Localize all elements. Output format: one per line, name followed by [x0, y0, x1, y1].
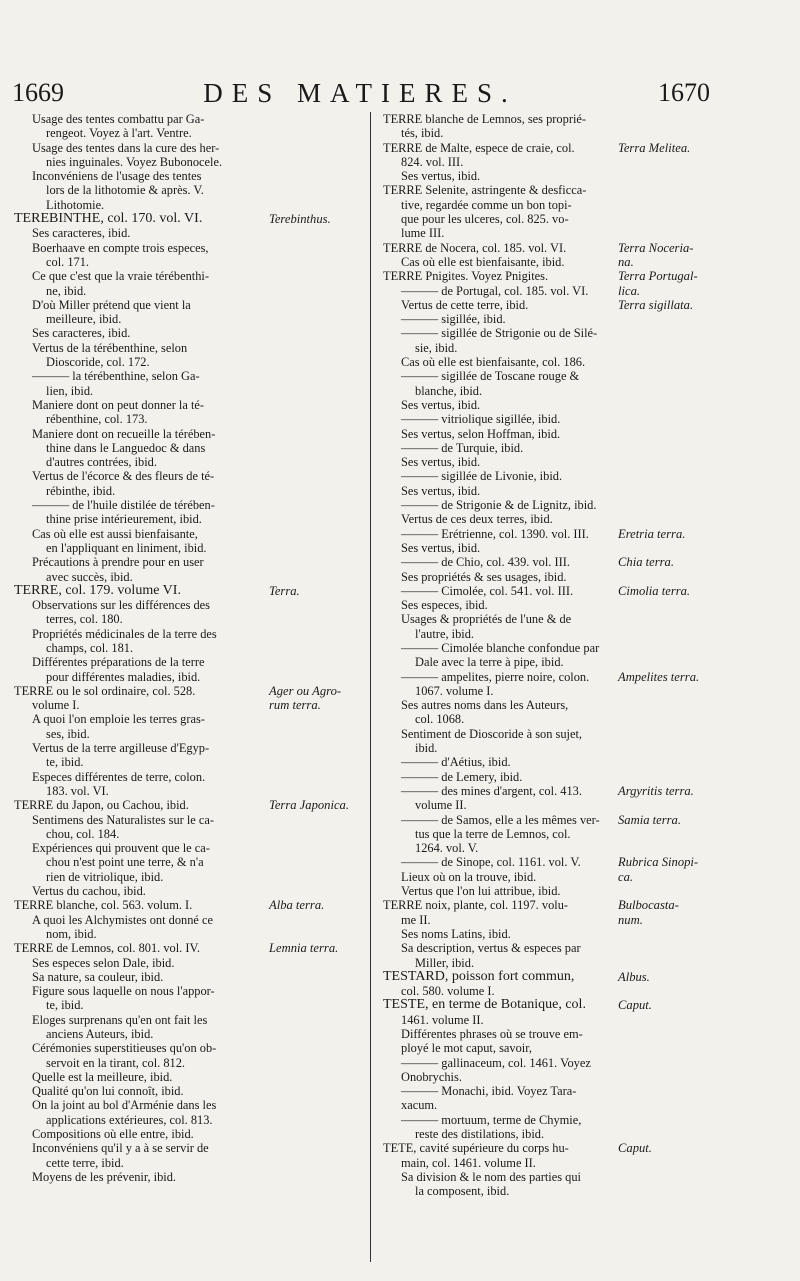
entry-line: TERRE ou le sol ordinaire, col. 528.	[14, 683, 196, 698]
entry-line: pour différentes maladies, ibid.	[46, 669, 201, 684]
latin-margin-note: rum terra.	[269, 698, 321, 713]
index-entry	[383, 241, 793, 270]
index-entry	[383, 784, 793, 813]
entry-line: Ses vertus, ibid.	[401, 169, 481, 184]
entry-line: Cas où elle est aussi bienfaisante,	[32, 526, 198, 541]
latin-margin-note: lica.	[618, 283, 641, 298]
index-entry	[383, 670, 793, 784]
index-entry	[383, 970, 793, 999]
entry-line: A quoi l'on emploie les terres gras-	[32, 712, 205, 727]
entry-line: que pour les ulceres, col. 825. vo-	[401, 212, 569, 227]
index-entry	[383, 269, 793, 526]
entry-line: ——— de Turquie, ibid.	[401, 440, 524, 455]
entry-line: me II.	[401, 912, 431, 927]
entry-line: ——— sigillée de Strigonie ou de Silé-	[401, 326, 598, 341]
entry-line: Ses noms Latins, ibid.	[401, 926, 511, 941]
entry-line: Vertus de cette terre, ibid.	[401, 297, 529, 312]
entry-line: ——— la térébenthine, selon Ga-	[32, 369, 200, 384]
entry-line: ——— de Sinope, col. 1161. vol. V.	[401, 855, 581, 870]
index-entry	[383, 183, 793, 240]
latin-margin-note: Rubrica Sinopi-	[618, 855, 699, 870]
entry-line: ——— de l'huile distilée de térében-	[32, 498, 215, 513]
entry-line: ——— Monachi, ibid. Voyez Tara-	[401, 1084, 577, 1099]
entry-line: TEREBINTHE, col. 170. vol. VI.	[14, 211, 203, 227]
entry-line: Compositions où elle entre, ibid.	[32, 1127, 194, 1142]
entry-line: ——— de Samos, elle a les mêmes ver-	[401, 812, 600, 827]
index-entry	[14, 941, 364, 1184]
entry-line: terres, col. 180.	[46, 612, 123, 627]
entry-line: Ses caracteres, ibid.	[32, 326, 131, 341]
entry-line: TERRE blanche, col. 563. volum. I.	[14, 898, 193, 913]
latin-margin-note: num.	[618, 912, 643, 927]
entry-line: Vertus de la térébenthine, selon	[32, 340, 188, 355]
entry-line: te, ibid.	[46, 755, 84, 770]
entry-line: volume I.	[32, 698, 80, 713]
column-divider	[370, 112, 371, 1262]
index-entry	[383, 898, 793, 969]
entry-line: te, ibid.	[46, 998, 84, 1013]
index-entry	[383, 1141, 793, 1198]
entry-line: applications extérieures, col. 813.	[46, 1112, 213, 1127]
entry-line: Ses propriétés & ses usages, ibid.	[401, 569, 567, 584]
entry-line: tive, regardée comme un bon topi-	[401, 197, 572, 212]
entry-line: ——— gallinaceum, col. 1461. Voyez	[401, 1055, 591, 1070]
entry-line: tus que la terre de Lemnos, col.	[415, 826, 571, 841]
entry-line: thine prise intérieurement, ibid.	[46, 512, 202, 527]
entry-line: Différentes phrases où se trouve em-	[401, 1027, 583, 1041]
running-title: DES MATIERES.	[203, 78, 517, 108]
entry-line: ——— de Lemery, ibid.	[401, 769, 523, 784]
entry-line: rien de vitriolique, ibid.	[46, 869, 164, 884]
page-number-left: 1669	[12, 78, 64, 107]
entry-line: main, col. 1461. volume II.	[401, 1155, 536, 1170]
latin-margin-note: Albus.	[618, 969, 650, 984]
entry-line: Dale avec la terre à pipe, ibid.	[415, 655, 564, 670]
entry-line: ——— Cimolée blanche confondue par	[401, 640, 600, 655]
entry-line: ——— de Strigonie & de Lignitz, ibid.	[401, 498, 597, 513]
entry-line: Observations sur les différences des	[32, 598, 211, 613]
entry-line: Cérémonies superstitieuses qu'on ob-	[32, 1041, 217, 1056]
entry-line: en l'appliquant en liniment, ibid.	[46, 540, 207, 555]
entry-line: col. 171.	[46, 254, 90, 269]
latin-margin-note: Caput.	[618, 998, 652, 1013]
index-entry	[383, 584, 793, 670]
page-number-right: 1670	[658, 78, 710, 107]
latin-margin-note: Bulbocasta-	[618, 898, 679, 913]
entry-line: 1067. volume I.	[415, 683, 494, 698]
entry-line: Qualité qu'on lui connoît, ibid.	[32, 1084, 184, 1099]
entry-line: Sentimens des Naturalistes sur le ca-	[32, 812, 215, 827]
entry-line: TETE, cavité supérieure du corps hu-	[383, 1141, 569, 1156]
entry-line: ——— Erétrienne, col. 1390. vol. III.	[401, 526, 589, 541]
latin-margin-note: Terebinthus.	[269, 212, 331, 227]
entry-line: Sa division & le nom des parties qui	[401, 1169, 581, 1184]
left-column	[14, 112, 364, 1184]
entry-line: TESTE, en terme de Botanique, col.	[383, 997, 586, 1013]
entry-line: 183. vol. VI.	[46, 783, 109, 798]
entry-line: d'autres contrées, ibid.	[46, 455, 157, 470]
index-entry	[14, 212, 364, 584]
entry-line: lien, ibid.	[46, 383, 94, 398]
entry-line: tés, ibid.	[401, 126, 444, 141]
entry-line: xacum.	[401, 1098, 438, 1113]
latin-margin-note: Terra.	[269, 583, 300, 598]
latin-margin-note: Terra Noceria-	[618, 240, 694, 255]
entry-line: 1461. volume II.	[401, 1012, 484, 1027]
entry-line: la composent, ibid.	[415, 1184, 510, 1199]
entry-line: Propriétés médicinales de la terre des	[32, 626, 217, 641]
entry-line: Maniere dont on recueille la térében-	[32, 426, 216, 441]
entry-line: Boerhaave en compte trois especes,	[32, 240, 209, 255]
entry-line: Ses caracteres, ibid.	[32, 226, 131, 241]
entry-line: ——— vitriolique sigillée, ibid.	[401, 412, 561, 427]
page-header	[0, 78, 800, 114]
entry-line: TERRE Pnigites. Voyez Pnigites.	[383, 269, 549, 284]
entry-line: Moyens de les prévenir, ibid.	[32, 1169, 177, 1184]
entry-line: avec succès, ibid.	[46, 569, 133, 584]
index-entry	[383, 527, 793, 556]
entry-line: Ce que c'est que la vraie térébenthi-	[32, 269, 209, 284]
entry-line: Inconvéniens de l'usage des tentes	[32, 169, 202, 184]
entry-line: TERRE noix, plante, col. 1197. volu-	[383, 898, 569, 913]
entry-line: Cas où elle est bienfaisante, col. 186.	[401, 355, 586, 370]
entry-line: Précautions à prendre pour en user	[32, 555, 204, 570]
entry-line: Expériences qui prouvent que le ca-	[32, 841, 210, 856]
entry-line: TERRE blanche de Lemnos, ses proprié-	[383, 112, 587, 126]
entry-line: ——— de Portugal, col. 185. vol. VI.	[401, 283, 589, 298]
latin-margin-note: Samia terra.	[618, 812, 681, 827]
entry-line: lors de la lithotomie & après. V.	[46, 183, 204, 198]
entry-line: Ses especes selon Dale, ibid.	[32, 955, 175, 970]
latin-margin-note: Ampelites terra.	[618, 669, 700, 684]
entry-line: Especes différentes de terre, colon.	[32, 769, 206, 784]
entry-line: nom, ibid.	[46, 926, 97, 941]
latin-margin-note: Terra Melitea.	[618, 140, 691, 155]
entry-line: servoit en la tirant, col. 812.	[46, 1055, 186, 1070]
index-entry	[383, 813, 793, 856]
entry-line: Vertus de la terre argilleuse d'Egyp-	[32, 741, 210, 756]
entry-line: Sentiment de Dioscoride à son sujet,	[401, 726, 583, 741]
entry-line: ——— ampelites, pierre noire, colon.	[401, 669, 590, 684]
entry-line: rébinthe, ibid.	[46, 483, 116, 498]
entry-line: Ses vertus, ibid.	[401, 397, 481, 412]
entry-line: TERRE de Lemnos, col. 801. vol. IV.	[14, 941, 200, 956]
entry-line: Cas où elle est bienfaisante, ibid.	[401, 254, 565, 269]
entry-line: ——— sigillée de Toscane rouge &	[401, 369, 580, 384]
entry-line: ——— sigillée, ibid.	[401, 312, 506, 327]
latin-margin-note: Eretria terra.	[618, 526, 686, 541]
entry-line: Figure sous laquelle on nous l'appor-	[32, 984, 215, 999]
entry-line: chou n'est point une terre, & n'a	[46, 855, 204, 870]
entry-line: TERRE Selenite, astringente & desficca-	[383, 183, 587, 198]
latin-margin-note: Cimolia terra.	[618, 583, 691, 598]
index-entry	[14, 898, 364, 941]
latin-margin-note: Caput.	[618, 1141, 652, 1156]
entry-line: col. 580. volume I.	[401, 984, 495, 999]
entry-line: blanche, ibid.	[415, 383, 483, 398]
entry-line: Ses vertus, ibid.	[401, 483, 481, 498]
entry-line: Usage des tentes combattu par Ga-	[32, 112, 205, 126]
entry-line: Miller, ibid.	[415, 955, 475, 970]
entry-line: ——— mortuum, terme de Chymie,	[401, 1112, 582, 1127]
latin-margin-note: Ager ou Agro-	[269, 683, 342, 698]
entry-line: TESTARD, poisson fort commun,	[383, 968, 575, 984]
entry-line: Onobrychis.	[401, 1069, 462, 1084]
entry-line: Usages & propriétés de l'une & de	[401, 612, 572, 627]
entry-line: nies inguinales. Voyez Bubonocele.	[46, 154, 223, 169]
entry-line: ses, ibid.	[46, 726, 90, 741]
latin-margin-note: Lemnia terra.	[269, 941, 339, 956]
entry-line: volume II.	[415, 798, 467, 813]
entry-line: Sa description, vertus & especes par	[401, 941, 581, 956]
entry-line: ——— des mines d'argent, col. 413.	[401, 783, 582, 798]
entry-line: Vertus de l'écorce & des fleurs de té-	[32, 469, 215, 484]
entry-line: meilleure, ibid.	[46, 312, 122, 327]
entry-line: Lieux où on la trouve, ibid.	[401, 869, 537, 884]
index-entry	[383, 998, 793, 1141]
entry-line: Vertus du cachou, ibid.	[32, 884, 146, 899]
entry-line: A quoi les Alchymistes ont donné ce	[32, 912, 214, 927]
entry-line: Usage des tentes dans la cure des her-	[32, 140, 220, 155]
entry-line: Différentes préparations de la terre	[32, 655, 205, 670]
entry-line: ——— de Chio, col. 439. vol. III.	[401, 555, 570, 570]
entry-line: TERRE de Malte, espece de craie, col.	[383, 140, 575, 155]
entry-line: ibid.	[415, 741, 438, 756]
latin-margin-note: na.	[618, 254, 634, 269]
latin-margin-note: ca.	[618, 869, 634, 884]
entry-line: TERRE, col. 179. volume VI.	[14, 582, 181, 598]
entry-line: Dioscoride, col. 172.	[46, 355, 150, 370]
entry-line: Ses vertus, ibid.	[401, 540, 481, 555]
entry-line: ployé le mot caput, savoir,	[401, 1041, 532, 1056]
latin-margin-note: Terra sigillata.	[618, 297, 694, 312]
latin-margin-note: Chia terra.	[618, 555, 674, 570]
right-column	[383, 112, 793, 1199]
index-entry	[14, 112, 364, 212]
latin-margin-note: Alba terra.	[269, 898, 325, 913]
entry-line: Inconvéniens qu'il y a à se servir de	[32, 1141, 209, 1156]
entry-line: Sa nature, sa couleur, ibid.	[32, 969, 164, 984]
entry-line: Maniere dont on peut donner la té-	[32, 397, 205, 412]
entry-line: col. 1068.	[415, 712, 465, 727]
latin-margin-note: Terra Portugal-	[618, 269, 698, 284]
entry-line: rébenthine, col. 173.	[46, 412, 148, 427]
entry-line: Quelle est la meilleure, ibid.	[32, 1069, 173, 1084]
entry-line: 824. vol. III.	[401, 154, 464, 169]
entry-line: anciens Auteurs, ibid.	[46, 1027, 154, 1041]
index-entry	[383, 141, 793, 184]
entry-line: chou, col. 184.	[46, 826, 120, 841]
entry-line: D'où Miller prétend que vient la	[32, 297, 191, 312]
index-entry	[383, 112, 793, 141]
latin-margin-note: Terra Japonica.	[269, 798, 349, 813]
entry-line: Vertus que l'on lui attribue, ibid.	[401, 884, 561, 899]
entry-line: Ses especes, ibid.	[401, 598, 488, 613]
entry-line: ——— d'Aétius, ibid.	[401, 755, 511, 770]
entry-line: Lithotomie.	[46, 197, 105, 212]
entry-line: thine dans le Languedoc & dans	[46, 440, 206, 455]
entry-line: ——— sigillée de Livonie, ibid.	[401, 469, 563, 484]
entry-line: sie, ibid.	[415, 340, 458, 355]
entry-line: TERRE de Nocera, col. 185. vol. VI.	[383, 240, 567, 255]
entry-line: rengeot. Voyez à l'art. Ventre.	[46, 126, 192, 141]
entry-line: Ses vertus, selon Hoffman, ibid.	[401, 426, 561, 441]
entry-line: ne, ibid.	[46, 283, 87, 298]
entry-line: cette terre, ibid.	[46, 1155, 124, 1170]
latin-margin-note: Argyritis terra.	[618, 783, 694, 798]
entry-line: lume III.	[401, 226, 445, 241]
index-entry	[14, 684, 364, 798]
index-entry	[14, 798, 364, 898]
index-entry	[14, 584, 364, 684]
entry-line: l'autre, ibid.	[415, 626, 475, 641]
index-entry	[383, 855, 793, 898]
entry-line: Ses autres noms dans les Auteurs,	[401, 698, 569, 713]
entry-line: ——— Cimolée, col. 541. vol. III.	[401, 583, 574, 598]
entry-line: On la joint au bol d'Arménie dans les	[32, 1098, 217, 1113]
entry-line: reste des distilations, ibid.	[415, 1127, 545, 1142]
entry-line: Vertus de ces deux terres, ibid.	[401, 512, 553, 527]
entry-line: Eloges surprenans qu'en ont fait les	[32, 1012, 208, 1027]
index-entry	[383, 555, 793, 584]
entry-line: TERRE du Japon, ou Cachou, ibid.	[14, 798, 189, 813]
entry-line: 1264. vol. V.	[415, 841, 479, 856]
entry-line: Ses vertus, ibid.	[401, 455, 481, 470]
entry-line: champs, col. 181.	[46, 640, 134, 655]
